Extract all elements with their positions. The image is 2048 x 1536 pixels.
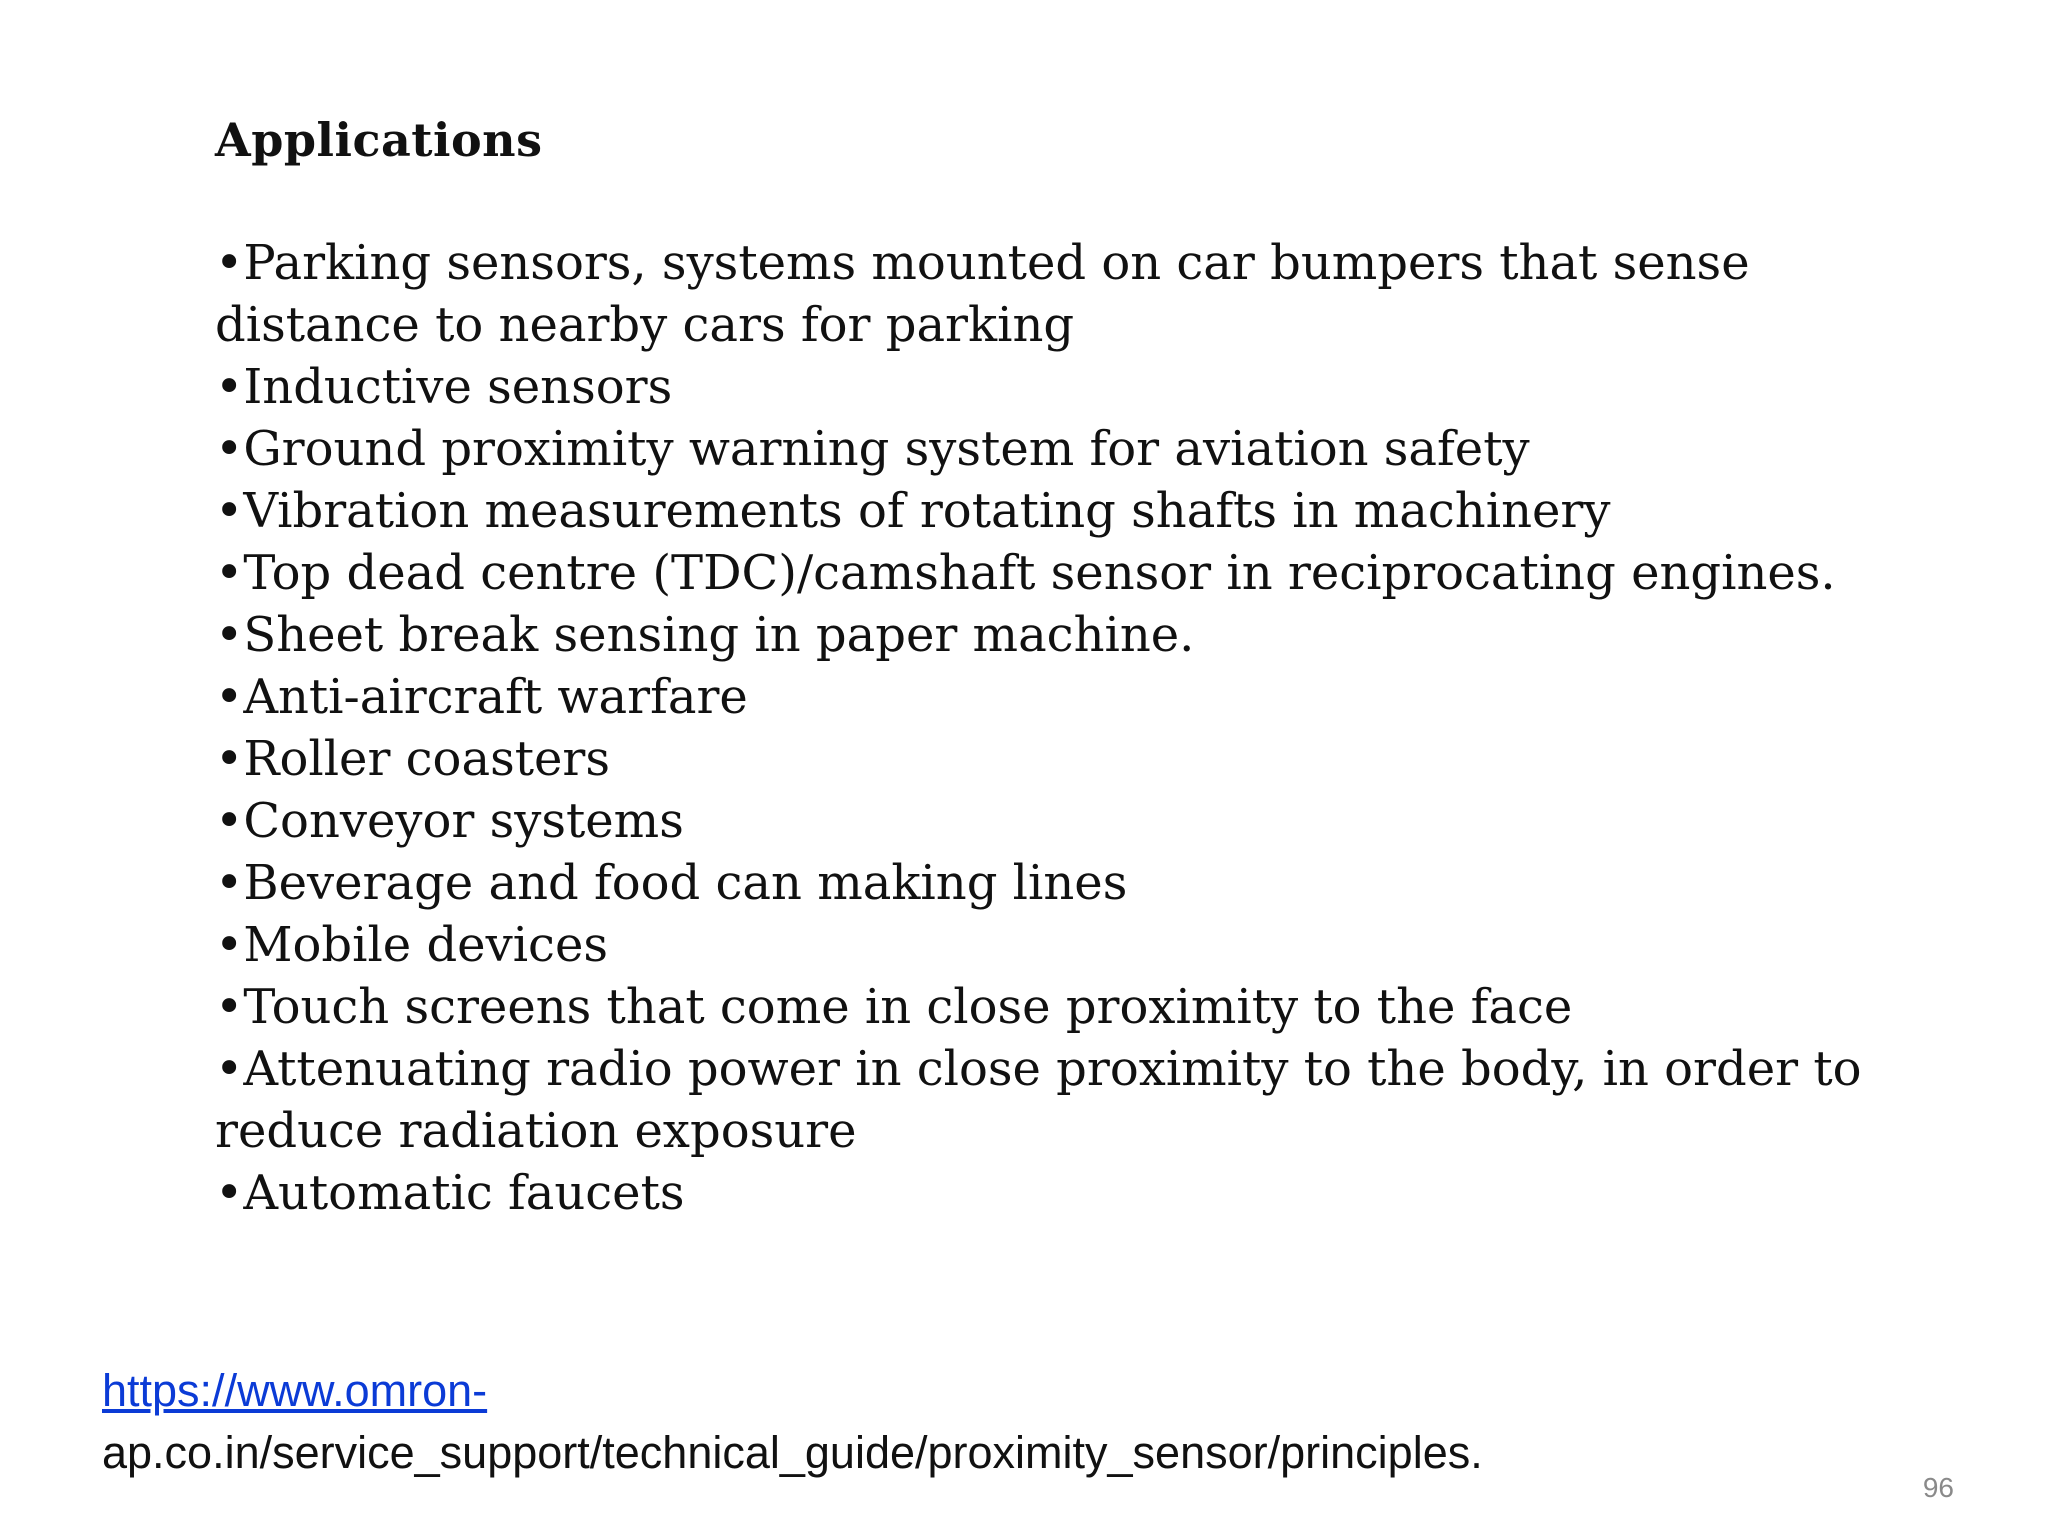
- list-item: •Automatic faucets: [215, 1165, 685, 1221]
- reference-link[interactable]: https://www.omron-: [102, 1365, 488, 1416]
- slide-content: [215, 108, 1935, 1224]
- list-item: •Ground proximity warning system for aviation safety: [215, 421, 1530, 477]
- list-item: •Top dead centre (TDC)/camshaft sensor in reciprocating engines.: [215, 545, 1836, 601]
- list-item: •Beverage and food can making lines: [215, 855, 1128, 911]
- page-number: 96: [1922, 1472, 1954, 1503]
- list-item: •Sheet break sensing in paper machine.: [215, 607, 1195, 663]
- slide-title: Applications: [215, 113, 543, 167]
- list-item: •Parking sensors, systems mounted on car bumpers that sense distance to nearby cars for parking: [215, 235, 1750, 353]
- list-item: •Vibration measurements of rotating shafts in machinery: [215, 483, 1611, 539]
- list-item: •Anti-aircraft warfare: [215, 669, 748, 725]
- list-item: •Touch screens that come in close proximity to the face: [215, 979, 1573, 1035]
- reference-link-continuation: ap.co.in/service_support/technical_guide/proximity_sensor/principles.: [102, 1427, 1483, 1478]
- list-item: •Mobile devices: [215, 917, 608, 973]
- reference-url: [102, 1360, 1802, 1484]
- list-item: •Conveyor systems: [215, 793, 684, 849]
- list-item: •Inductive sensors: [215, 359, 673, 415]
- list-item: •Attenuating radio power in close proximity to the body, in order to reduce radiation exposure: [215, 1041, 1862, 1159]
- applications-list: [215, 232, 1935, 1224]
- list-item: •Roller coasters: [215, 731, 610, 787]
